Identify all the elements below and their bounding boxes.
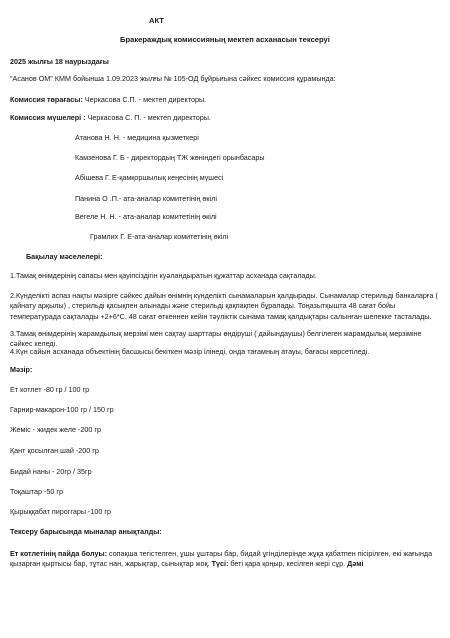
finding-text: сопақша тегістелген, ұшы ұштары бар, бидай ұгінділерінде жұқа қабатпен пісірілген, екі жағында қызарған қыртысы бар, тұтас нан, жарықтар, сынықтар жоқ.: [10, 549, 433, 569]
control-item-2: 2.Күнделікті аспаз нақты мәзірге сәйкес дайын өнімнің күнделікті сынамаларын қалдырады. Сынамалар стерильді банкаларға ( қайнату арқылы) , стерильді қасықпен алынады және стерильді қақпақпен бұралады. Тоңазытқышта 48 сағат бойы температурада сақталады +2+6*С. 48 сағат өткеннен кейін тәуліктік сынама тамақ қалдықтары салынған шелекке тасталады.: [10, 291, 438, 321]
member-item: Атанова Н. Н. - медицина қызметкері: [75, 133, 199, 142]
commission-members-line: [10, 113, 211, 122]
commission-chair: [10, 95, 206, 104]
member-item: Панина О .П.- ата-аналар комитетінің өкілі: [75, 194, 217, 203]
menu-item: Қырыққабат пироггары -100 гр: [10, 507, 112, 516]
chair-label: Комиссия төрағасы:: [10, 95, 83, 104]
members-label: Комиссия мүшелері :: [10, 113, 86, 122]
member-item: Вегеле Н. Н. - ата-аналар комитетінің өкілі: [75, 212, 217, 221]
control-item-3: 3.Тамақ өнімдерінің жарамдылық мерзімі мен сақтау шарттары өндіруші ( дайындаушы) белгілеген жарамдылық мерзіміне сәйкес келеді.: [10, 329, 422, 349]
finding-label: Ет котлетінің пайда болуы:: [10, 549, 107, 558]
control-item-4: 4.Күн сайын асханада объектінің басшысы бекіткен мәзір ілінеді, онда тағамның атауы, бағасы көрсетіледі.: [10, 347, 370, 356]
menu-heading: Мәзір:: [10, 365, 33, 374]
member-item: Грамлих Г. Е-ата-аналар комитетінің өкілі: [90, 232, 229, 241]
menu-item: Жеміс - жидек желе -200 гр: [10, 425, 101, 434]
menu-item: Бидай наны - 20гр / 35гр: [10, 467, 92, 476]
menu-item: Гарнир-макарон-100 гр / 150 гр: [10, 405, 114, 414]
finding-label3: Дәмі: [347, 559, 364, 569]
finding-paragraph: [10, 549, 444, 570]
finding-label2: Түсі:: [211, 559, 229, 569]
doc-date: 2025 жылғы 18 наурыздағы: [10, 57, 109, 66]
menu-item: Қант қосылған шай -200 гр: [10, 446, 99, 455]
member-item: Камзенова Г. Б - директордың ТЖ жөніндегі орынбасары: [75, 153, 265, 162]
menu-item: Ет котлет -80 гр / 100 гр: [10, 385, 90, 394]
member-item: Абішева Г. Е-қамқоршылық кеңесінің мүшесі: [75, 173, 224, 182]
menu-item: Тоқаштар -50 гр: [10, 487, 63, 496]
doc-intro: "Асанов ОМ" КММ бойынша 1.09.2023 жылғы № 105-ОД бұйрығына сәйкес комиссия құрамында:: [10, 74, 336, 83]
finding-text2: беті қара қоңыр, кесілген жері сұр.: [230, 559, 346, 569]
doc-title: АКТ: [149, 16, 164, 25]
control-item-1: 1.Тамақ өнімдерінің сапасы мен қауіпсіздігін куәландыратын құжаттар асханада сақталады.: [10, 271, 317, 280]
findings-heading: Тексеру барысында мыналар анықталды:: [10, 527, 162, 536]
members-first: Черкасова С. П. - мектеп директоры.: [87, 113, 211, 122]
control-heading: Бақылау мәселелері:: [26, 252, 103, 261]
chair-value: Черкасова С.П. - мектеп директоры.: [84, 95, 207, 104]
doc-subtitle: Бракераждық комиссияның мектеп асханасын тексеруі: [120, 35, 330, 44]
